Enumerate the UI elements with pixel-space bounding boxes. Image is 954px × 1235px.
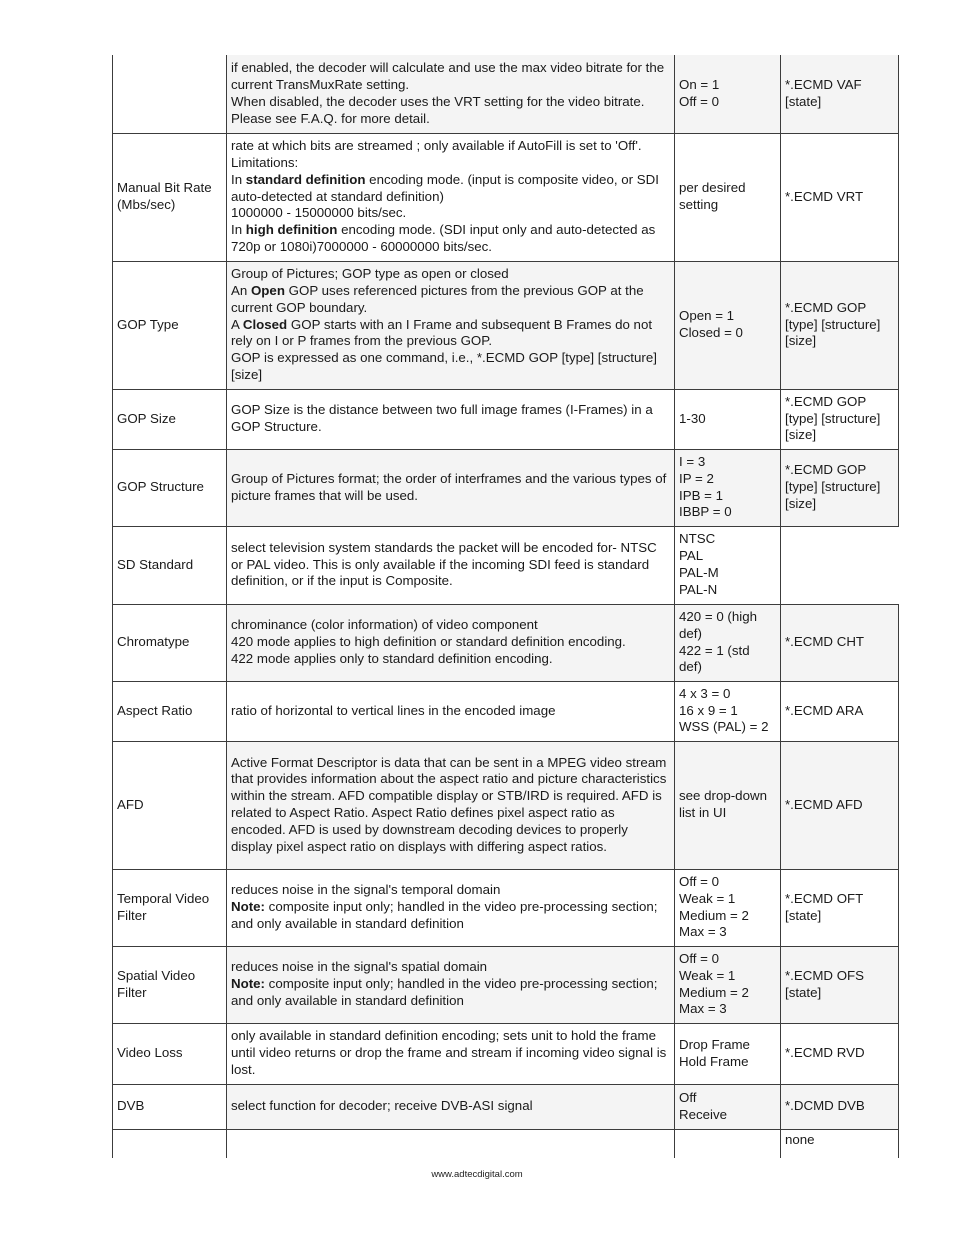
description-bold-text: standard definition [245,171,366,187]
values-cell [675,946,781,1023]
command-cell: *.DCMD DVB [781,1084,899,1129]
table-row [113,389,899,449]
description-cell [227,449,675,526]
parameter-name-cell: Video Loss [113,1023,227,1084]
description-text: 420 mode applies to high definition or standard definition encoding. [231,634,626,650]
command-cell: *.ECMD OFT [state] [781,869,899,946]
table-row [113,526,899,604]
table-row [113,55,899,133]
description-line [231,899,670,933]
table-row [113,869,899,946]
table-row [113,1084,899,1129]
description-text: GOP is expressed as one command, i.e., *.ECMD GOP [type] [structure] [size] [231,350,657,382]
description-line [231,317,670,351]
value-item: Off = 0 [679,93,720,109]
settings-table-body [113,55,899,1158]
description-text: composite input only; handled in the video pre-processing section; and only available in standard definition [231,976,658,1008]
value-item: IBBP = 0 [679,504,732,520]
command-cell: *.ECMD RVD [781,1023,899,1084]
value-item: Open = 1 [679,308,735,324]
value-item: 16 x 9 = 1 [679,702,738,718]
value-item: 1-30 [679,410,706,426]
description-text: ratio of horizontal to vertical lines in the encoded image [231,702,556,718]
description-cell [227,526,675,604]
description-text: rate at which bits are streamed ; only available if AutoFill is set to 'Off'. [231,138,642,154]
description-text: reduces noise in the signal's temporal domain [231,882,501,898]
description-text: An [231,283,251,298]
settings-table [112,55,899,1158]
description-text: chrominance (color information) of video component [231,617,538,633]
description-text: 422 mode applies only to standard definition encoding. [231,650,553,666]
description-cell [227,741,675,869]
value-item: IP = 2 [679,470,714,486]
value-item: NTSC [679,531,716,547]
value-item: Closed = 0 [679,325,743,340]
value-item: Drop Frame [679,1036,750,1052]
command-cell: *.ECMD GOP [type] [structure] [size] [781,389,899,449]
description-text: GOP uses referenced pictures from the previous GOP at the current GOP boundary. [231,283,644,315]
value-item: Medium = 2 [679,984,749,1000]
value-item: IPB = 1 [679,487,723,503]
value-item: 422 = 1 (std def) [679,642,750,675]
parameter-name-cell: Chromatype [113,604,227,681]
values-cell [675,55,781,133]
description-cell [227,55,675,133]
value-item: PAL-N [679,581,718,597]
description-bold-text: Note: [231,899,265,915]
description-line [231,402,670,436]
description-line [231,755,670,856]
description-text: Limitations: [231,155,299,170]
description-text: When disabled, the decoder uses the VRT setting for the video bitrate. Please see F.A.Q. for more detail. [231,93,645,126]
description-line [231,266,670,283]
parameter-name-cell: Manual Bit Rate (Mbs/sec) [113,133,227,261]
table-row [113,261,899,389]
description-line [231,617,670,634]
parameter-name-cell: DVB [113,1084,227,1129]
description-text: GOP starts with an I Frame and subsequent B Frames do not rely on I or P frames from the previous GOP. [231,316,653,349]
parameter-name-cell: GOP Size [113,389,227,449]
footer-url: www.adtecdigital.com [431,1169,523,1180]
command-cell: *.ECMD VRT [781,133,899,261]
description-line [231,540,670,590]
table-row [113,946,899,1023]
value-item: Max = 3 [679,1001,727,1017]
description-cell [227,1129,675,1158]
parameter-name-cell: Spatial Video Filter [113,946,227,1023]
command-cell: *.ECMD VAF [state] [781,55,899,133]
description-text: A [231,316,243,332]
values-cell [675,133,781,261]
description-line [231,1098,670,1115]
description-cell [227,133,675,261]
parameter-name-cell: AFD [113,741,227,869]
parameter-name-cell: Aspect Ratio [113,681,227,741]
description-text: In [231,222,246,238]
description-text: encoding mode. (SDI input only and auto-detected as 720p or 1080i)7000000 - 60000000 bits/sec. [231,222,656,254]
table-row [113,449,899,526]
table-row [113,604,899,681]
table-row [113,1023,899,1084]
values-cell [675,389,781,449]
description-text: select television system standards the packet will be encoded for- NTSC or PAL video. This is only available if the incoming SDI feed is standard definition, or if the input is Composite. [231,539,657,589]
description-line [231,172,670,206]
description-line [231,138,670,155]
description-line [231,60,670,94]
description-text: only available in standard definition encoding; sets unit to hold the frame until video returns or drop the frame and stream if incoming video signal is lost. [231,1028,667,1077]
value-item: Medium = 2 [679,907,749,923]
value-item: Weak = 1 [679,967,736,983]
value-item: Off [679,1089,697,1105]
table-row [113,681,899,741]
description-cell [227,604,675,681]
description-line [231,959,670,976]
value-item: PAL [679,548,704,564]
values-cell [675,681,781,741]
description-line [231,471,670,505]
description-cell [227,946,675,1023]
description-text: Group of Pictures; GOP type as open or closed [231,266,509,282]
values-cell [675,604,781,681]
value-item: Off = 0 [679,873,720,889]
parameter-name-cell [113,1129,227,1158]
values-cell [675,869,781,946]
description-line [231,222,670,256]
description-cell [227,1084,675,1129]
description-line [231,651,670,668]
description-text: Group of Pictures format; the order of interframes and the various types of picture frames that will be used. [231,470,667,503]
command-cell: *.ECMD GOP [type] [structure] [size] [781,449,899,526]
value-item: Receive [679,1106,728,1122]
table-row [113,1129,899,1158]
description-cell [227,869,675,946]
description-cell [227,389,675,449]
command-cell [781,526,899,604]
description-text: In [231,171,246,187]
values-cell [675,1023,781,1084]
description-bold-text: Note: [231,976,265,992]
values-cell [675,741,781,869]
value-item: WSS (PAL) = 2 [679,719,769,735]
description-bold-text: high definition [245,222,338,238]
description-text: if enabled, the decoder will calculate and use the max video bitrate for the current TransMuxRate setting. [231,60,665,92]
description-line [231,283,670,317]
description-bold-text: Open [250,283,285,298]
command-cell: none [781,1129,899,1158]
value-item: Off = 0 [679,950,720,966]
description-cell [227,261,675,389]
description-line [231,976,670,1010]
description-line [231,350,670,384]
value-item: PAL-M [679,565,719,580]
description-text: encoding mode. (input is composite video, or SDI auto-detected at standard definition) [231,171,659,204]
value-item: 4 x 3 = 0 [679,685,731,701]
description-cell [227,681,675,741]
value-item: Max = 3 [679,924,727,940]
table-row [113,741,899,869]
description-text: reduces noise in the signal's spatial domain [231,959,488,975]
parameter-name-cell: GOP Type [113,261,227,389]
value-item: per desired setting [679,180,746,212]
value-item: Weak = 1 [679,890,736,906]
value-item: 420 = 0 (high def) [679,608,757,641]
description-text: 1000000 - 15000000 bits/sec. [231,205,407,221]
description-line [231,155,670,172]
command-cell: *.ECMD ARA [781,681,899,741]
description-text: composite input only; handled in the video pre-processing section; and only available in standard definition [231,899,658,931]
parameter-name-cell: GOP Structure [113,449,227,526]
parameter-name-cell: SD Standard [113,526,227,604]
command-cell: *.ECMD CHT [781,604,899,681]
values-cell [675,1084,781,1129]
command-cell: *.ECMD AFD [781,741,899,869]
command-cell: *.ECMD OFS [state] [781,946,899,1023]
description-bold-text: Closed [242,316,288,332]
description-text: Active Format Descriptor is data that can be sent in a MPEG video stream that provides information about the aspect ratio and picture characteristics within the stream. AFD compatible display or STB/IRD is required. AFD is related to Aspect Ratio. Aspect Ratio defines pixel aspect ratio as encoded. AFD is used by downstream decoding devices to properly display pixel aspect ratio on displays with differing aspect ratios. [231,754,667,854]
value-item: I = 3 [679,453,706,469]
parameter-name-cell [113,55,227,133]
description-text: GOP Size is the distance between two full image frames (I-Frames) in a GOP Structure. [231,402,653,434]
description-line [231,205,670,222]
value-item: On = 1 [679,76,720,92]
values-cell [675,261,781,389]
table-row [113,133,899,261]
command-cell: *.ECMD GOP [type] [structure] [size] [781,261,899,389]
values-cell [675,1129,781,1158]
values-cell [675,526,781,604]
description-line [231,703,670,720]
description-line [231,634,670,651]
description-line [231,1028,670,1078]
value-item: see drop-down list in UI [679,788,767,820]
values-cell [675,449,781,526]
description-line [231,94,670,128]
description-text: select function for decoder; receive DVB-ASI signal [231,1098,533,1114]
description-cell [227,1023,675,1084]
description-line [231,882,670,899]
parameter-name-cell: Temporal Video Filter [113,869,227,946]
value-item: Hold Frame [679,1053,749,1069]
